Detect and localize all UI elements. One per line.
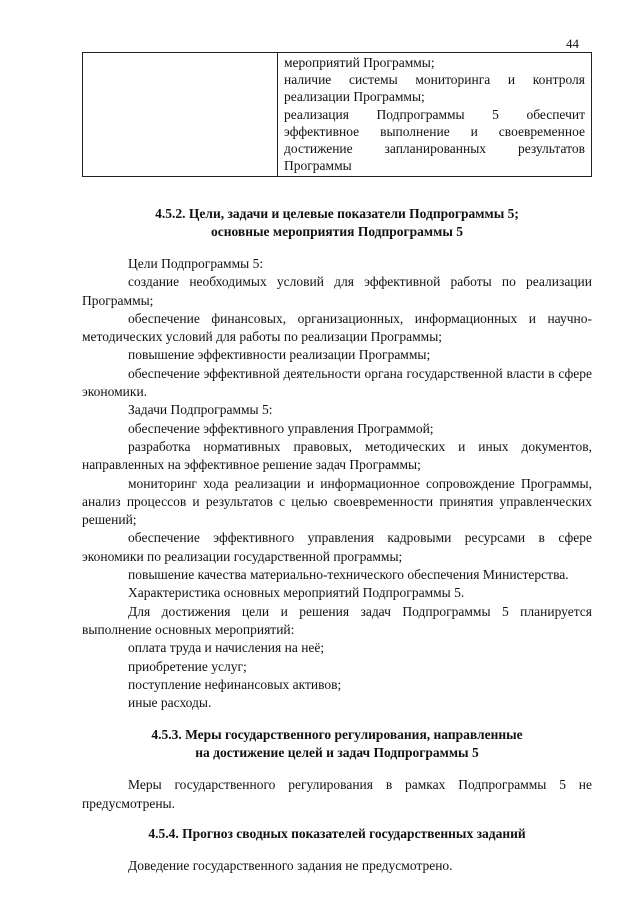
heading-line: на достижение целей и задач Подпрограммы 5 [195, 745, 479, 761]
paragraph: мониторинг хода реализации и информационное сопровождение Программы, анализ процессов и результатов с целью своевременности принятия управленческих решений; [82, 475, 592, 528]
paragraph: иные расходы. [128, 695, 212, 711]
paragraph: обеспечение эффективного управления Программой; [128, 420, 434, 436]
paragraph: обеспечение эффективного управления кадровыми ресурсами в сфере экономики по реализации государственной программы; [82, 530, 592, 564]
paragraph: оплата труда и начисления на неё; [128, 640, 325, 656]
paragraph: создание необходимых условий для эффективной работы по реализации Программы; [82, 274, 592, 308]
section-452-body [82, 255, 592, 712]
paragraph: обеспечение финансовых, организационных, информационных и научно-методических условий для работы по реализации Программы; [82, 310, 592, 345]
table-cell-line: мероприятий Программы; [284, 55, 435, 70]
table-cell-left [83, 53, 278, 177]
section-452-heading [82, 205, 592, 241]
heading-line: 4.5.2. Цели, задачи и целевые показатели Подпрограммы 5; [155, 206, 519, 221]
paragraph: Задачи Подпрограммы 5: [128, 402, 273, 418]
table-cell-right [278, 53, 592, 177]
paragraph: поступление нефинансовых активов; [128, 676, 342, 692]
paragraph: Характеристика основных мероприятий Подпрограммы 5. [128, 585, 465, 601]
page-number: 44 [566, 36, 579, 51]
table-cell-line: реализация Подпрограммы 5 обеспечит эффективное выполнение и своевременное достижение запланированных результатов Программы [284, 106, 585, 174]
continuation-table [82, 52, 592, 177]
heading-line: 4.5.3. Меры государственного регулирования, направленные [151, 727, 523, 743]
paragraph: повышение качества материально-технического обеспечения Министерства. [128, 567, 569, 583]
table-cell-line: наличие системы мониторинга и контроля реализации Программы; [284, 72, 585, 105]
paragraph: повышение эффективности реализации Программы; [128, 347, 431, 363]
paragraph: Для достижения цели и решения задач Подпрограммы 5 планируется выполнение основных мероприятий: [82, 603, 592, 637]
paragraph: разработка нормативных правовых, методических и иных документов, направленных на эффективное решение задач Программы; [82, 438, 592, 473]
section-453-heading [82, 726, 592, 762]
paragraph: Цели Подпрограммы 5: [128, 256, 264, 271]
paragraph: приобретение услуг; [128, 658, 247, 674]
paragraph: обеспечение эффективной деятельности органа государственной власти в сфере экономики. [82, 365, 592, 400]
table-row [83, 53, 592, 177]
heading-line: основные мероприятия Подпрограммы 5 [211, 224, 463, 239]
paragraph: Доведение государственного задания не предусмотрено. [128, 858, 453, 874]
paragraph: Меры государственного регулирования в рамках Подпрограммы 5 не предусмотрены. [82, 777, 592, 811]
section-454-heading: 4.5.4. Прогноз сводных показателей государственных заданий [148, 826, 526, 842]
page-content [82, 205, 592, 875]
